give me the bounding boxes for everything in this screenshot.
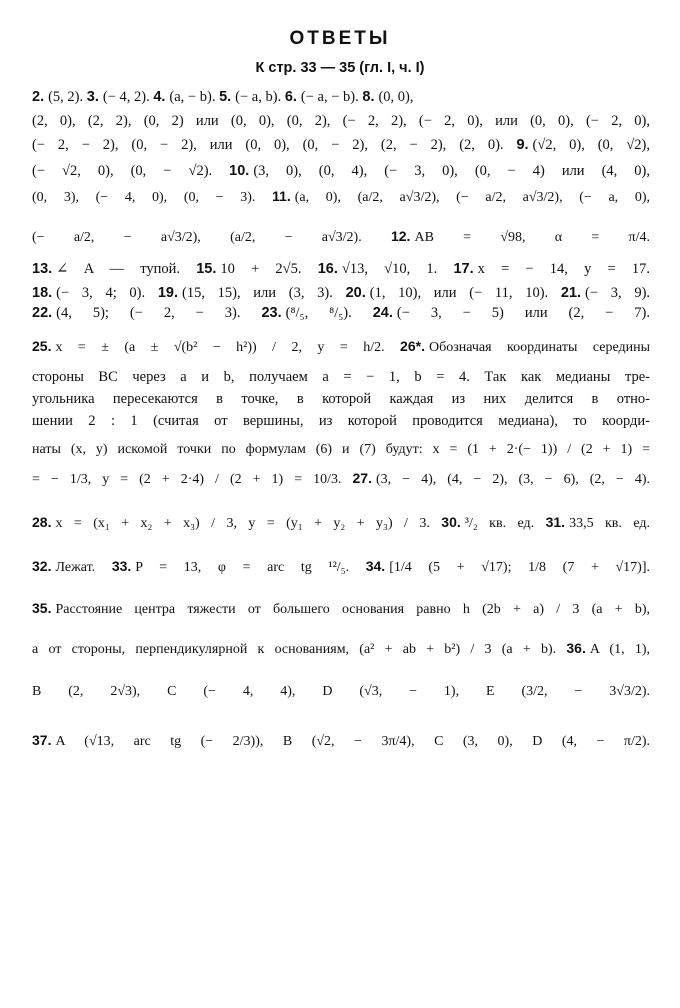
page-title: ОТВЕТЫ (289, 28, 391, 49)
answer-line: (0, 3), (− 4, 0), (0, − 3). 11. (a, 0), (a/2, a√3/2), (− a/2, a√3/2), (− a, 0), (32, 188, 650, 205)
answer-line: (− 2, − 2), (0, − 2), или (0, 0), (0, − 2), (2, − 2), (2, 0). 9. (√2, 0), (0, √2), (32, 137, 650, 153)
answer-line: 28. x = (x₁ + x₂ + x₃) / 3, y = (y₁ + y₂ + y₃) / 3. 30. ³/₂ кв. ед. 31. 33,5 кв. ед. (32, 514, 650, 531)
answer-line: а от стороны, перпендикулярной к основаниям, (a² + ab + b²) / 3 (a + b). 36. A (1, 1), (32, 640, 650, 657)
answer-line: (− a/2, − a√3/2), (a/2, − a√3/2). 12. AB = √98, α = π/4. (32, 228, 650, 245)
answer-line: = − 1/3, y = (2 + 2·4) / (2 + 1) = 10/3. 27. (3, − 4), (4, − 2), (3, − 6), (2, − 4). (32, 470, 650, 487)
page-subtitle: К стр. 33 — 35 (гл. I, ч. I) (255, 60, 425, 76)
answer-line: 25. x = ± (a ± √(b² − h²)) / 2, y = h/2. 26*. Обозначая координаты середины (32, 338, 650, 355)
answer-line: шении 2 : 1 (считая от вершины, из которой проводится медиана), то коорди- (32, 413, 650, 429)
answer-line: (2, 0), (2, 2), (0, 2) или (0, 0), (0, 2), (− 2, 2), (− 2, 0), или (0, 0), (− 2, 0), (32, 113, 650, 129)
answer-line: наты (x, y) искомой точки по формулам (6) и (7) будут: x = (1 + 2·(− 1)) / (2 + 1) = (32, 442, 650, 457)
answer-line: 13. ∠ A — тупой. 15. 10 + 2√5. 16. √13, √10, 1. 17. x = − 14, y = 17. (32, 261, 650, 277)
answer-line: стороны BC через a и b, получаем a = − 1, b = 4. Так как медианы тре- (32, 369, 650, 385)
answer-line: 37. A (√13, arc tg (− 2/3)), B (√2, − 3π/4), C (3, 0), D (4, − π/2). (32, 732, 650, 749)
answer-line: B (2, 2√3), C (− 4, 4), D (√3, − 1), E (3/2, − 3√3/2). (32, 684, 650, 699)
answer-line: 22. (4, 5); (− 2, − 3). 23. (⁸/₅, ⁸/₅). 24. (− 3, − 5) или (2, − 7). (32, 305, 650, 321)
answer-line: 35. Расстояние центра тяжести от большего основания равно h (2b + a) / 3 (a + b), (32, 600, 650, 617)
answer-line: 32. Лежат. 33. P = 13, φ = arc tg ¹²/₅. 34. [1/4 (5 + √17); 1/8 (7 + √17)]. (32, 558, 650, 575)
answer-line: 18. (− 3, 4; 0). 19. (15, 15), или (3, 3). 20. (1, 10), или (− 11, 10). 21. (− 3, 9). (32, 285, 650, 301)
answer-line: (− √2, 0), (0, − √2). 10. (3, 0), (0, 4), (− 3, 0), (0, − 4) или (4, 0), (32, 163, 650, 179)
answer-line: 2. (5, 2). 3. (− 4, 2). 4. (a, − b). 5. (− a, b). 6. (− a, − b). 8. (0, 0), (32, 89, 414, 105)
answer-line: угольника пересекаются в точке, в которой каждая из них делится в отно- (32, 391, 650, 407)
